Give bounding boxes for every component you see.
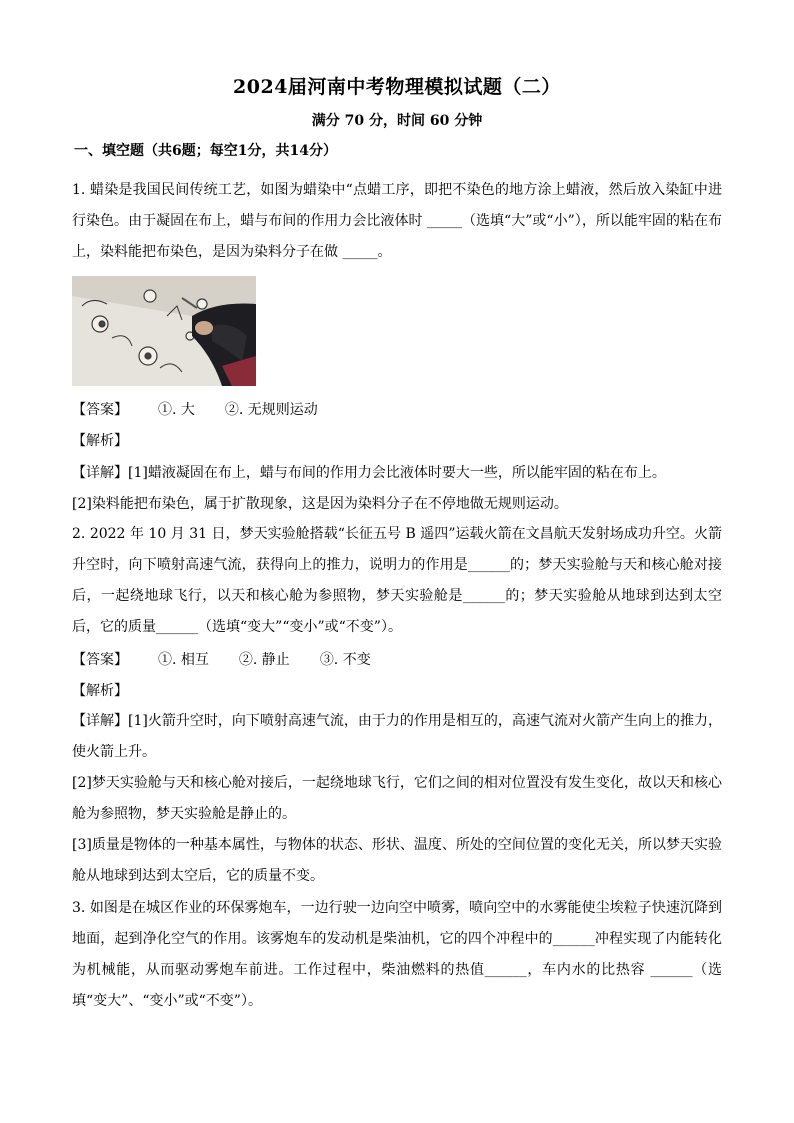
answer-label: 【答案】 (72, 652, 128, 668)
batik-photo (72, 276, 256, 386)
answer-label: 【答案】 (72, 402, 128, 418)
q2-analysis-label: 【解析】 (72, 683, 128, 699)
q1-answer-row (72, 400, 722, 420)
answer-item: ②. 静止 (238, 652, 290, 668)
exam-info: 满分 70 分，时间 60 分钟 (311, 113, 483, 129)
q1-detail-2: [2]染料能把布染色，属于扩散现象，这是因为染料分子在不停地做无规则运动。 (72, 496, 568, 512)
q2-detail-1: 【详解】[1]火箭升空时，向下喷射高速气流，由于力的作用是相互的，高速气流对火箭产生向上的推力，使火箭上升。 (72, 713, 722, 760)
question-1-text: 1. 蜡染是我国民间传统工艺，如图为蜡染中“点蜡工序，即把不染色的地方涂上蜡液，然后放入染缸中进行染色。由于凝固在布上，蜡与布间的作用力会比液体时 _____（选填“大”或“小”），所以能牢固的粘在布上，染料能把布染色，是因为染料分子在做 _____。 (72, 182, 722, 260)
q2-detail-3: [3]质量是物体的一种基本属性，与物体的状态、形状、温度、所处的空间位置的变化无关，所以梦天实验舱从地球到达到太空后，它的质量不变。 (72, 837, 722, 884)
q2-answer-row (72, 650, 722, 670)
question-2-text: 2. 2022 年 10 月 31 日，梦天实验舱搭载“长征五号 B 遥四”运载火箭在文昌航天发射场成功升空。火箭升空时，向下喷射高速气流，获得向上的推力，说明力的作用是______的；梦天实验舱与天和核心舱对接后，一起绕地球飞行，以天和核心舱为参照物，梦天实验舱是______的；梦天实验舱从地球到达到太空后，它的质量______（选填“变大”“变小”或“不变”）。 (72, 526, 722, 635)
page-title: 2024届河南中考物理模拟试题（二） (233, 76, 561, 98)
answer-item: ③. 不变 (319, 652, 371, 668)
answer-item: ①. 大 (158, 402, 195, 418)
answer-item: ②. 无规则运动 (224, 402, 318, 418)
section-heading: 一、填空题（共6题；每空1分，共14分） (74, 143, 337, 159)
answer-item: ①. 相互 (158, 652, 209, 668)
q1-analysis-label: 【解析】 (72, 433, 128, 449)
q2-detail-2: [2]梦天实验舱与天和核心舱对接后，一起绕地球飞行，它们之间的相对位置没有发生变化，故以天和核心舱为参照物，梦天实验舱是静止的。 (72, 775, 722, 822)
question-3-text: 3. 如图是在城区作业的环保雾炮车，一边行驶一边向空中喷雾，喷向空中的水雾能使尘埃粒子快速沉降到地面，起到净化空气的作用。该雾炮车的发动机是柴油机，它的四个冲程中的______冲程实现了内能转化为机械能，从而驱动雾炮车前进。工作过程中，柴油燃料的热值______，车内水的比热容 ______（选填“变大”、“变小”或“不变”）。 (72, 900, 722, 1009)
batik-illustration (72, 276, 256, 386)
q1-detail-1: 【详解】[1]蜡液凝固在布上，蜡与布间的作用力会比液体时要大一些，所以能牢固的粘在布上。 (72, 465, 666, 481)
